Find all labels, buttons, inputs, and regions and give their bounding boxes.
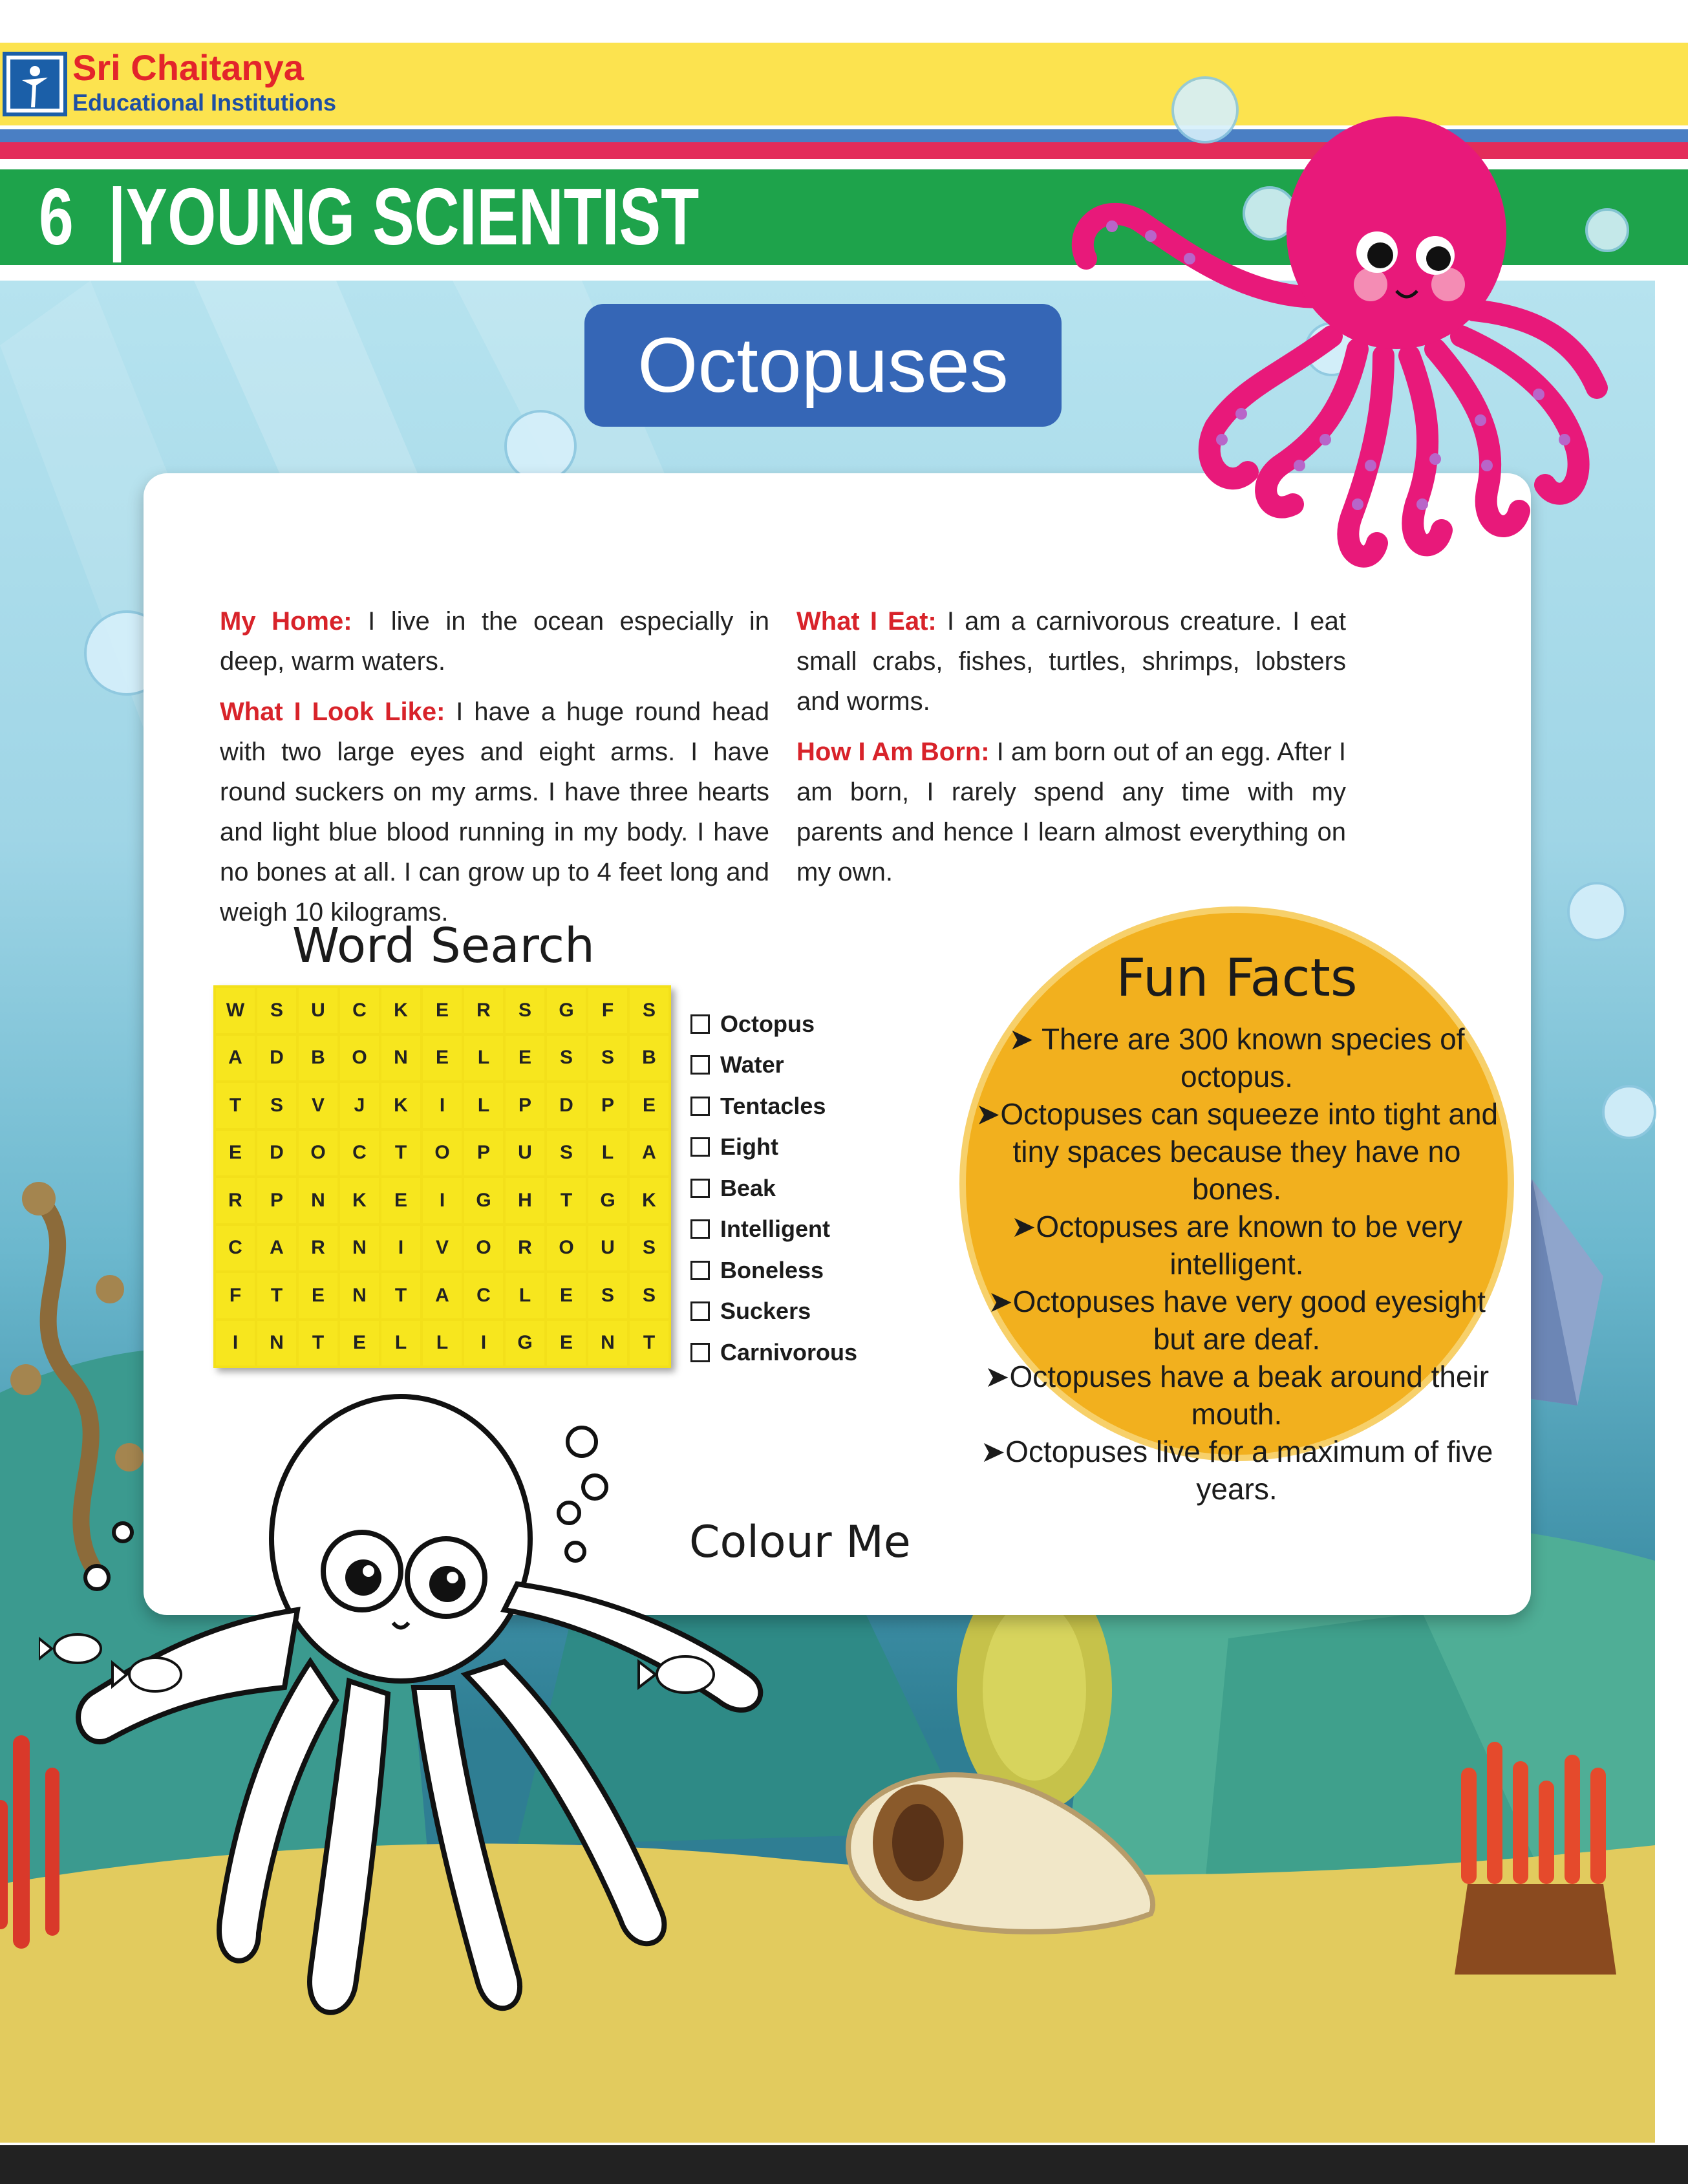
grid-cell: S [547,1131,586,1176]
grid-cell: P [506,1083,544,1128]
word-list-item [690,1250,884,1291]
grid-cell: U [299,988,337,1033]
grid-cell: R [464,988,503,1033]
fish-icon [39,1623,194,1700]
grid-cell: N [588,1321,627,1366]
grid-cell: K [381,988,420,1033]
checkbox-icon[interactable] [690,1343,710,1362]
grid-cell: S [257,988,296,1033]
grid-cell: E [423,1036,462,1081]
word-list-item [690,1127,884,1168]
word-list-item [690,1332,884,1373]
word-label: Eight [720,1133,778,1161]
checkbox-icon[interactable] [690,1179,710,1198]
grid-cell: P [588,1083,627,1128]
grid-cell: C [340,988,379,1033]
grid-cell: O [464,1226,503,1271]
grid-cell: T [381,1273,420,1318]
checkbox-icon[interactable] [690,1301,710,1321]
grid-cell: S [588,1273,627,1318]
checkbox-icon[interactable] [690,1097,710,1116]
grid-cell: E [547,1273,586,1318]
grid-cell: I [464,1321,503,1366]
born-paragraph [796,732,1346,892]
grid-cell: A [257,1226,296,1271]
word-list-item [690,1168,884,1209]
grid-cell: E [381,1178,420,1223]
grid-cell: T [299,1321,337,1366]
grid-cell: N [257,1321,296,1366]
grid-cell: O [547,1226,586,1271]
grid-cell: G [588,1178,627,1223]
grid-cell: F [216,1273,255,1318]
pink-octopus-illustration [1047,103,1616,634]
grid-cell: N [340,1226,379,1271]
fun-facts-title: Fun Facts [1116,948,1358,1008]
home-label: My Home: [220,607,352,636]
grid-cell: F [588,988,627,1033]
fun-fact-item: ➤Octopuses can squeeze into tight and tiny spaces because they have no bones. [975,1097,1499,1206]
word-label: Tentacles [720,1092,826,1119]
grid-cell: P [257,1178,296,1223]
grid-cell: C [464,1273,503,1318]
grid-cell: K [630,1178,668,1223]
grid-cell: B [630,1036,668,1081]
fun-fact-item: ➤Octopuses are known to be very intelligent. [1010,1210,1463,1281]
checkbox-icon[interactable] [690,1261,710,1280]
word-search-grid [213,985,671,1368]
word-label: Beak [720,1174,776,1201]
grid-cell: N [340,1273,379,1318]
born-label: How I Am Born: [796,738,990,766]
fun-facts-list [970,1020,1504,1508]
grid-cell: T [547,1178,586,1223]
word-list-item [690,1003,884,1045]
grid-cell: N [299,1178,337,1223]
grid-cell: C [340,1131,379,1176]
grid-cell: S [257,1083,296,1128]
grid-cell: O [299,1131,337,1176]
colour-me-title: Colour Me [689,1517,911,1568]
grid-cell: I [423,1083,462,1128]
grid-cell: D [547,1083,586,1128]
grid-cell: T [381,1131,420,1176]
home-paragraph [220,601,769,681]
fun-fact-item: ➤Octopuses have very good eyesight but are deaf. [988,1285,1486,1356]
grid-cell: R [506,1226,544,1271]
grid-cell: B [299,1036,337,1081]
word-label: Carnivorous [720,1338,858,1365]
grid-cell: G [464,1178,503,1223]
word-label: Boneless [720,1256,824,1283]
grid-cell: O [340,1036,379,1081]
footer-bar [0,2145,1688,2184]
grid-cell: S [506,988,544,1033]
grid-cell: T [216,1083,255,1128]
grid-cell: L [381,1321,420,1366]
fish-icon [634,1642,724,1707]
grid-cell: K [340,1178,379,1223]
page-title: Octopuses [584,304,1062,427]
grid-cell: S [630,988,668,1033]
fun-fact-item: ➤Octopuses have a beak around their mouth. [984,1360,1490,1431]
text-column-right [796,601,1346,903]
grid-cell: T [257,1273,296,1318]
grid-cell: G [547,988,586,1033]
grid-cell: A [216,1036,255,1081]
text-column-left [220,601,769,943]
look-text: I have a huge round head with two large eyes and eight arms. I have round suckers on my arms. I have three hearts and light blue blood running in my body. I have no bones at all. I can grow up to 4 feet long and weigh 10 kilograms. [220,698,769,926]
grid-cell: S [630,1273,668,1318]
grid-cell: E [506,1036,544,1081]
word-label: Intelligent [720,1215,830,1243]
grid-cell: D [257,1036,296,1081]
grid-cell: R [299,1226,337,1271]
grid-cell: W [216,988,255,1033]
issue-title: 6 |YOUNG SCIENTIST [39,173,700,262]
grid-cell: E [630,1083,668,1128]
grid-cell: J [340,1083,379,1128]
home-text: I live in the ocean especially in deep, warm waters. [220,607,769,676]
shell-icon [840,1746,1177,1953]
word-list [690,1003,884,1373]
eat-label: What I Eat: [796,607,937,636]
grid-cell: I [381,1226,420,1271]
checkbox-icon[interactable] [690,1055,710,1075]
grid-cell: N [381,1036,420,1081]
grid-cell: S [547,1036,586,1081]
grid-cell: K [381,1083,420,1128]
grid-cell: H [506,1178,544,1223]
grid-cell: A [630,1131,668,1176]
grid-cell: E [423,988,462,1033]
grid-cell: R [216,1178,255,1223]
word-list-item [690,1045,884,1086]
grid-cell: A [423,1273,462,1318]
born-text: I am born out of an egg. After I am born, I rarely spend any time with my parents and hence I learn almost everything on my own. [796,738,1346,886]
checkbox-icon[interactable] [690,1219,710,1239]
grid-cell: L [506,1273,544,1318]
grid-cell: S [588,1036,627,1081]
grid-cell: I [423,1178,462,1223]
word-list-item [690,1291,884,1333]
grid-cell: C [216,1226,255,1271]
grid-cell: T [630,1321,668,1366]
fun-fact-item: ➤ There are 300 known species of octopus. [1009,1022,1465,1093]
grid-cell: V [299,1083,337,1128]
word-label: Suckers [720,1298,811,1325]
grid-cell: D [257,1131,296,1176]
grid-cell: L [423,1321,462,1366]
word-search-title: Word Search [292,918,595,974]
word-list-item [690,1086,884,1127]
word-label: Water [720,1051,784,1078]
grid-cell: G [506,1321,544,1366]
grid-cell: E [216,1131,255,1176]
brand-name: Sri Chaitanya [72,47,304,88]
eat-text: I am a carnivorous creature. I eat small crabs, fishes, turtles, shrimps, lobsters and worms. [796,607,1346,716]
grid-cell: U [588,1226,627,1271]
word-list-item [690,1209,884,1250]
grid-cell: U [506,1131,544,1176]
grid-cell: L [464,1083,503,1128]
grid-cell: I [216,1321,255,1366]
grid-cell: L [464,1036,503,1081]
grid-cell: O [423,1131,462,1176]
word-label: Octopus [720,1010,815,1037]
checkbox-icon[interactable] [690,1014,710,1034]
grid-cell: S [630,1226,668,1271]
brand-subtitle: Educational Institutions [72,89,337,116]
look-label: What I Look Like: [220,698,445,726]
grid-cell: P [464,1131,503,1176]
look-paragraph [220,692,769,932]
outline-octopus-illustration [65,1390,815,2134]
grid-cell: E [340,1321,379,1366]
grid-cell: E [547,1321,586,1366]
grid-cell: E [299,1273,337,1318]
grid-cell: V [423,1226,462,1271]
grid-cell: L [588,1131,627,1176]
fun-fact-item: ➤Octopuses live for a maximum of five years. [980,1435,1493,1506]
checkbox-icon[interactable] [690,1137,710,1157]
